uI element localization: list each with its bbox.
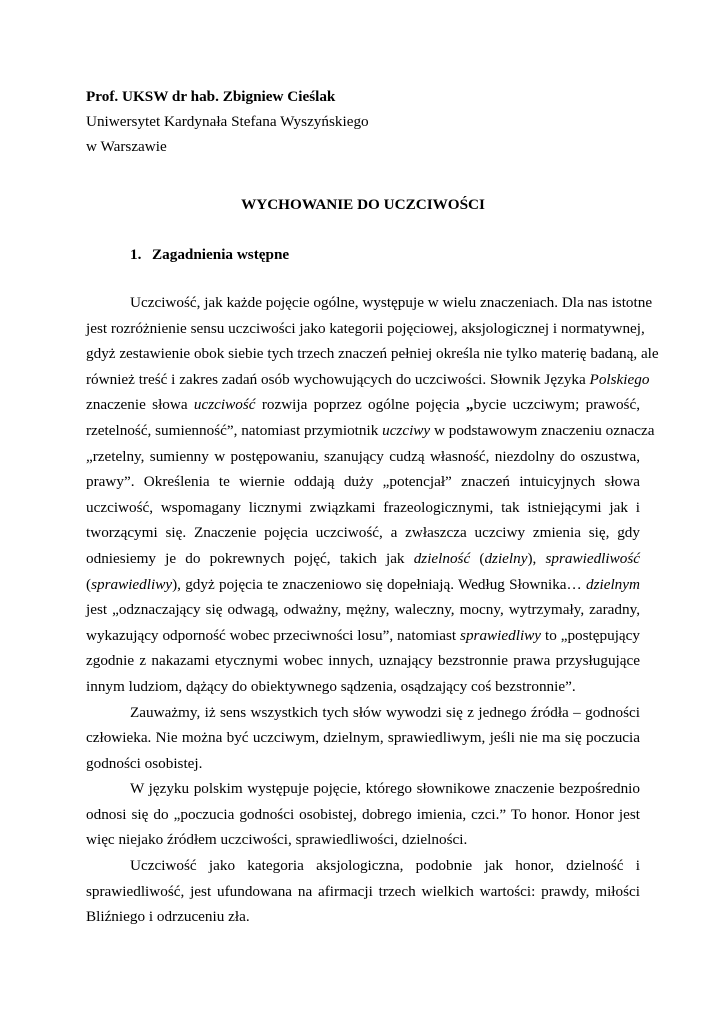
text-line: W języku polskim występuje pojęcie, którego słownikowe znaczenie bezpośrednio bbox=[130, 780, 640, 798]
text-line: tworzącymi się. Znaczenie pojęcia uczciwość, a zwłaszcza uczciwy zmienia się, gdy bbox=[86, 524, 640, 542]
author-name: Prof. UKSW dr hab. Zbigniew Cieślak bbox=[86, 88, 336, 105]
section-heading-text: Zagadnienia wstępne bbox=[152, 246, 290, 263]
text-line: prawy”. Określenia te wiernie oddają duży „potencjał” znaczeń intuicyjnych słowa bbox=[86, 473, 640, 491]
text-line: więc niejako źródłem uczciwości, sprawiedliwości, dzielności. bbox=[86, 831, 468, 849]
text-line: zgodnie z nakazami etycznymi wobec innych, uznający bezstronnie prawa przysługujące bbox=[86, 652, 640, 670]
text-line: „rzetelny, sumienny w postępowaniu, szanujący cudzą własność, niezdolny do oszustwa, bbox=[86, 447, 640, 465]
section-number: 1. bbox=[130, 246, 142, 263]
text-line: jest „odznaczający się odwagą, odważny, mężny, waleczny, mocny, wytrzymały, zaradny, bbox=[86, 601, 640, 619]
text-line: odniesiemy je do pokrewnych pojęć, takich jak dzielność (dzielny), sprawiedliwość bbox=[86, 549, 640, 567]
text-line: rzetelność, sumienność”, natomiast przymiotnik uczciwy w podstawowym znaczeniu oznacza bbox=[86, 421, 655, 439]
text-line: Zauważmy, iż sens wszystkich tych słów wywodzi się z jednego źródła – godności bbox=[130, 703, 640, 721]
text-line: (sprawiedliwy), gdyż pojęcia te znaczeniowo się dopełniają. Według Słownika… dzielnym bbox=[86, 575, 640, 593]
document-body bbox=[86, 290, 659, 930]
text-line: wykazujący odporność wobec przeciwności losu”, natomiast sprawiedliwy to „postępujący bbox=[86, 626, 640, 644]
paragraph bbox=[86, 776, 640, 853]
paragraph bbox=[86, 700, 640, 777]
document-title: WYCHOWANIE DO UCZCIWOŚCI bbox=[241, 196, 485, 213]
section-heading bbox=[130, 242, 289, 267]
text-line: człowieka. Nie można być uczciwym, dzielnym, sprawiedliwym, jeśli nie ma się poczucia bbox=[86, 729, 640, 747]
text-line: innym ludziom, dążący do obiektywnego sądzenia, osądzający coś bezstronnie”. bbox=[86, 677, 576, 695]
paragraph bbox=[86, 853, 640, 930]
university-name: Uniwersytet Kardynała Stefana Wyszyńskiego bbox=[86, 113, 369, 130]
text-line: jest rozróżnienie sensu uczciwości jako kategorii pojęciowej, aksjologicznej i normatywnej, bbox=[86, 319, 645, 337]
text-line: sprawiedliwość, jest ufundowana na afirmacji trzech wielkich wartości: prawdy, miłości bbox=[86, 882, 640, 900]
text-line: odnosi się do „poczucia godności osobistej, dobrego imienia, czci.” To honor. Honor jest bbox=[86, 805, 640, 823]
text-line: gdyż zestawienie obok siebie tych trzech znaczeń pełniej określa nie tylko materię badaną, ale bbox=[86, 345, 659, 363]
text-line: znaczenie słowa uczciwość rozwija poprzez ogólne pojęcia „bycie uczciwym; prawość, bbox=[86, 396, 640, 414]
text-line: uczciwość, wspomagany licznymi związkami frazeologicznymi, tak istniejącymi jak i bbox=[86, 498, 640, 516]
text-line: również treść i zakres zadań osób wychowujących do uczciwości. Słownik Języka Polskiego bbox=[86, 370, 650, 388]
paragraph bbox=[86, 290, 659, 700]
document-page bbox=[86, 84, 659, 926]
city-line: w Warszawie bbox=[86, 138, 167, 155]
text-line: Bliźniego i odrzuceniu zła. bbox=[86, 908, 250, 926]
text-line: godności osobistej. bbox=[86, 754, 203, 772]
text-line: Uczciwość jako kategoria aksjologiczna, podobnie jak honor, dzielność i bbox=[130, 857, 640, 875]
text-line: Uczciwość, jak każde pojęcie ogólne, występuje w wielu znaczeniach. Dla nas istotne bbox=[130, 294, 653, 311]
